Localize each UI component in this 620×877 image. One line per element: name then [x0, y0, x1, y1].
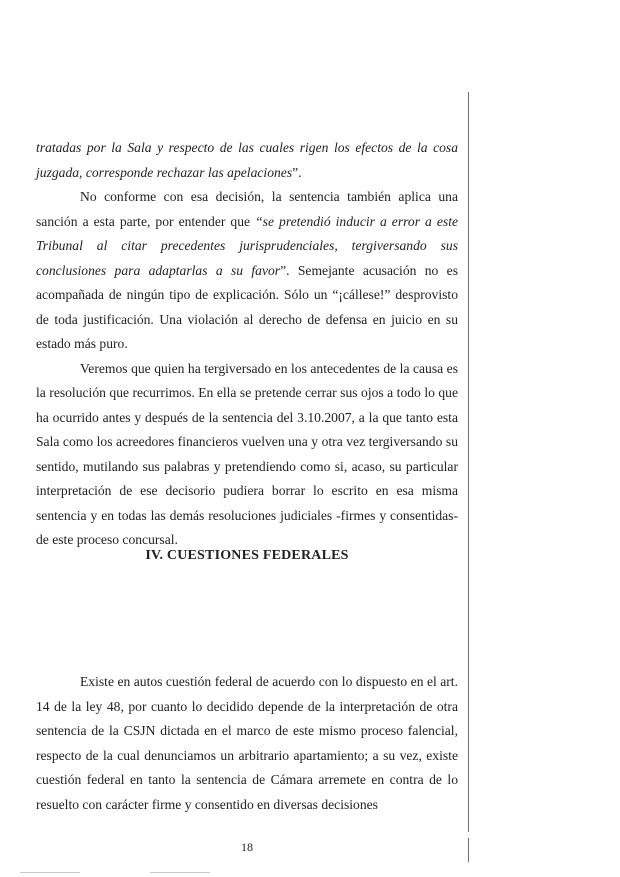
quote-end: ”.: [292, 164, 302, 180]
section-heading: IV. CUESTIONES FEDERALES: [145, 548, 349, 563]
paragraph-1: [36, 136, 458, 185]
margin-line: [468, 92, 469, 832]
margin-line-lower: [468, 838, 469, 862]
paragraph-2: [36, 185, 458, 357]
quote-italic: tratadas por la Sala y respecto de las cuales rigen los efectos de la cosa juzgada, corresponde rechazar las apelaciones: [36, 140, 458, 180]
paragraph-2-lead: No conforme con esa decisión, la sentencia también aplica una sanción a esta parte, por entender que: [36, 189, 458, 229]
paragraph-3: Veremos que quien ha tergiversado en los antecedentes de la causa es la resolución que recurrimos. En ella se pretende cerrar sus ojos a todo lo que ha ocurrido antes y después de la sentencia del 3.10.2007, a la que tanto esta Sala como los acreedores financieros vuelven una y otra vez tergiversando su sentido, mutilando sus palabras y pretendiendo como si, acaso, su particular interpretación de ese decisorio pudiera borrar lo escrito en esa misma sentencia y en todas las demás resoluciones judiciales -firmes y consentidas- de este proceso concursal.: [36, 360, 458, 547]
paragraph-2-rest: ”. Semejante acusación no es acompañada de ningún tipo de explicación. Sólo un “¡cállese!” desprovisto de toda justificación. Una violación al derecho de defensa en juicio en su estado más puro.: [36, 262, 459, 351]
page-number: 18: [241, 840, 253, 854]
body-text-lower: [36, 670, 458, 817]
paragraph-2-quote: “se pretendió inducir a error a este Tribunal al citar precedentes jurisprudenciales, tergiversando sus conclusiones para adaptarlas a su favor: [36, 213, 459, 278]
footer-rule-right: [150, 872, 210, 873]
footer-rule-left: [20, 872, 80, 873]
body-text-upper: [36, 136, 458, 553]
paragraph-4: Existe en autos cuestión federal de acuerdo con lo dispuesto en el art. 14 de la ley 48, por cuanto lo decidido depende de la interpretación de otra sentencia de la CSJN dictada en el marco de este mismo proceso falencial, respecto de la cual denunciamos un arbitrario apartamiento; a su vez, existe cuestión federal en tanto la sentencia de Cámara arremete en contra de lo resuelto con carácter firme y consentido en diversas decisiones: [36, 674, 458, 812]
